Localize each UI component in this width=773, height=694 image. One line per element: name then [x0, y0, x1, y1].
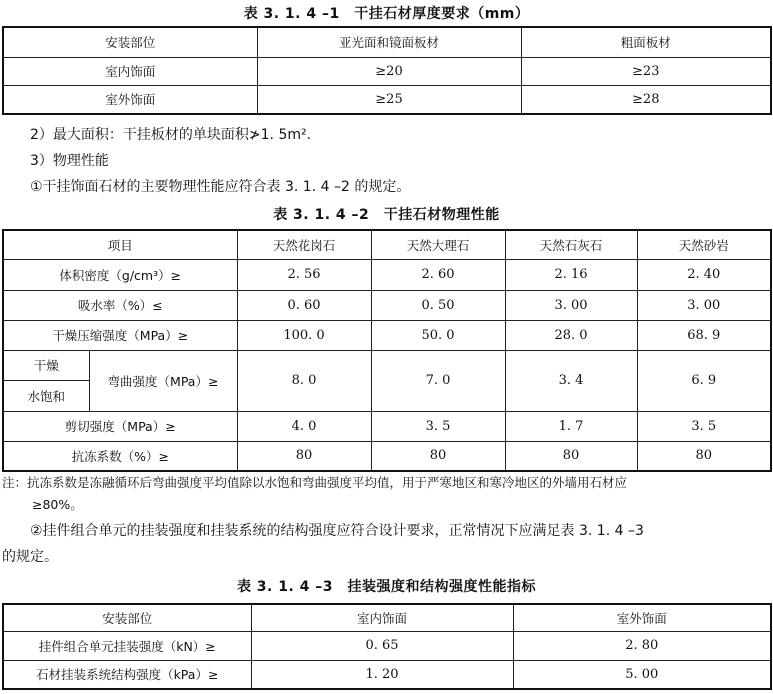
table-cell: 80	[637, 441, 771, 471]
table-cell: 80	[505, 441, 637, 471]
table2	[2, 229, 772, 472]
max-area-text: 2）最大面积：干挂板材的单块面积≯1. 5m².	[30, 127, 312, 143]
table1-header-cell: 安装部位	[3, 27, 257, 57]
table1-header-row	[3, 27, 771, 57]
table1-caption: 表 3. 1. 4 –1 干挂石材厚度要求（mm）	[243, 6, 530, 22]
table-cell: 2. 16	[505, 259, 637, 290]
table-row	[3, 631, 771, 660]
table-row	[3, 660, 771, 689]
table2-header-row	[3, 230, 771, 259]
table3	[2, 603, 772, 690]
table-cell: ≥20	[257, 57, 521, 85]
table-cell: 0. 50	[371, 290, 505, 320]
row-label: 室内饰面	[3, 57, 257, 85]
table-row	[3, 320, 771, 350]
table-row	[3, 259, 771, 290]
table-cell: ≥25	[257, 85, 521, 114]
table2-caption: 表 3. 1. 4 –2 干挂石材物理性能	[273, 207, 500, 223]
table-cell: 5. 00	[513, 660, 771, 689]
table-cell: 7. 0	[371, 350, 505, 411]
table-cell: 80	[237, 441, 371, 471]
table2-header-cell: 天然大理石	[371, 230, 505, 259]
table-row	[3, 350, 771, 380]
table-cell: 3. 5	[637, 411, 771, 441]
table-cell: 80	[371, 441, 505, 471]
table-row	[3, 290, 771, 320]
table-cell: 1. 7	[505, 411, 637, 441]
table3-header-cell: 室内饰面	[251, 604, 513, 631]
table3-header-cell: 安装部位	[3, 604, 251, 631]
table-cell: 2. 40	[637, 259, 771, 290]
bending-wet-label: 水饱和	[3, 380, 89, 411]
table-row	[3, 85, 771, 114]
table2-header-cell: 天然花岗石	[237, 230, 371, 259]
table-cell: 1. 20	[251, 660, 513, 689]
table-cell: 0. 65	[251, 631, 513, 660]
table-cell: 100. 0	[237, 320, 371, 350]
table-cell: 28. 0	[505, 320, 637, 350]
table-cell: 68. 9	[637, 320, 771, 350]
row-label: 体积密度（g/cm³）≥	[3, 259, 237, 290]
table-cell: ≥23	[521, 57, 771, 85]
row-label: 吸水率（%）≤	[3, 290, 237, 320]
table-row	[3, 441, 771, 471]
table-row	[3, 57, 771, 85]
table-cell: 8. 0	[237, 350, 371, 411]
table2-note	[2, 472, 772, 516]
table3-header-row	[3, 604, 771, 631]
table1-header-cell: 亚光面和镜面板材	[257, 27, 521, 57]
table-cell: 6. 9	[637, 350, 771, 411]
row-label: 抗冻系数（%）≥	[3, 441, 237, 471]
table-cell: 0. 60	[237, 290, 371, 320]
physical-heading: 3）物理性能	[30, 153, 109, 169]
table-cell: 3. 4	[505, 350, 637, 411]
table2-header-cell: 天然砂岩	[637, 230, 771, 259]
row-label: 挂件组合单元挂装强度（kN）≥	[3, 631, 251, 660]
table-cell: 3. 00	[637, 290, 771, 320]
row-label: 室外饰面	[3, 85, 257, 114]
table-cell: 4. 0	[237, 411, 371, 441]
item1-text: ①干挂饰面石材的主要物理性能应符合表 3. 1. 4 –2 的规定。	[30, 179, 411, 195]
table3-caption: 表 3. 1. 4 –3 挂装强度和结构强度性能指标	[236, 579, 537, 595]
table-cell: 50. 0	[371, 320, 505, 350]
table-row	[3, 411, 771, 441]
item2-text-line1: ②挂件组合单元的挂装强度和挂装系统的结构强度应符合设计要求，正常情况下应满足表 3. 1. 4 –3	[30, 523, 644, 539]
table-cell: ≥28	[521, 85, 771, 114]
table-cell: 2. 56	[237, 259, 371, 290]
table-cell: 3. 00	[505, 290, 637, 320]
row-label: 干燥压缩强度（MPa）≥	[3, 320, 237, 350]
row-label: 石材挂装系统结构强度（kPa）≥	[3, 660, 251, 689]
table1	[2, 26, 772, 115]
row-label: 剪切强度（MPa）≥	[3, 411, 237, 441]
note-line: 注：抗冻系数是冻融循环后弯曲强度平均值除以水饱和弯曲强度平均值，用于严寒地区和寒冷地区的外墙用石材应	[2, 475, 628, 490]
bending-dry-label: 干燥	[3, 350, 89, 380]
table-cell: 2. 60	[371, 259, 505, 290]
table2-header-cell: 项目	[3, 230, 237, 259]
table2-header-cell: 天然石灰石	[505, 230, 637, 259]
note-line: ≥80%。	[32, 497, 83, 512]
table-cell: 2. 80	[513, 631, 771, 660]
item2-text-line2: 的规定。	[2, 549, 58, 565]
table3-header-cell: 室外饰面	[513, 604, 771, 631]
table-cell: 3. 5	[371, 411, 505, 441]
table1-header-cell: 粗面板材	[521, 27, 771, 57]
bending-label: 弯曲强度（MPa）≥	[89, 350, 237, 411]
